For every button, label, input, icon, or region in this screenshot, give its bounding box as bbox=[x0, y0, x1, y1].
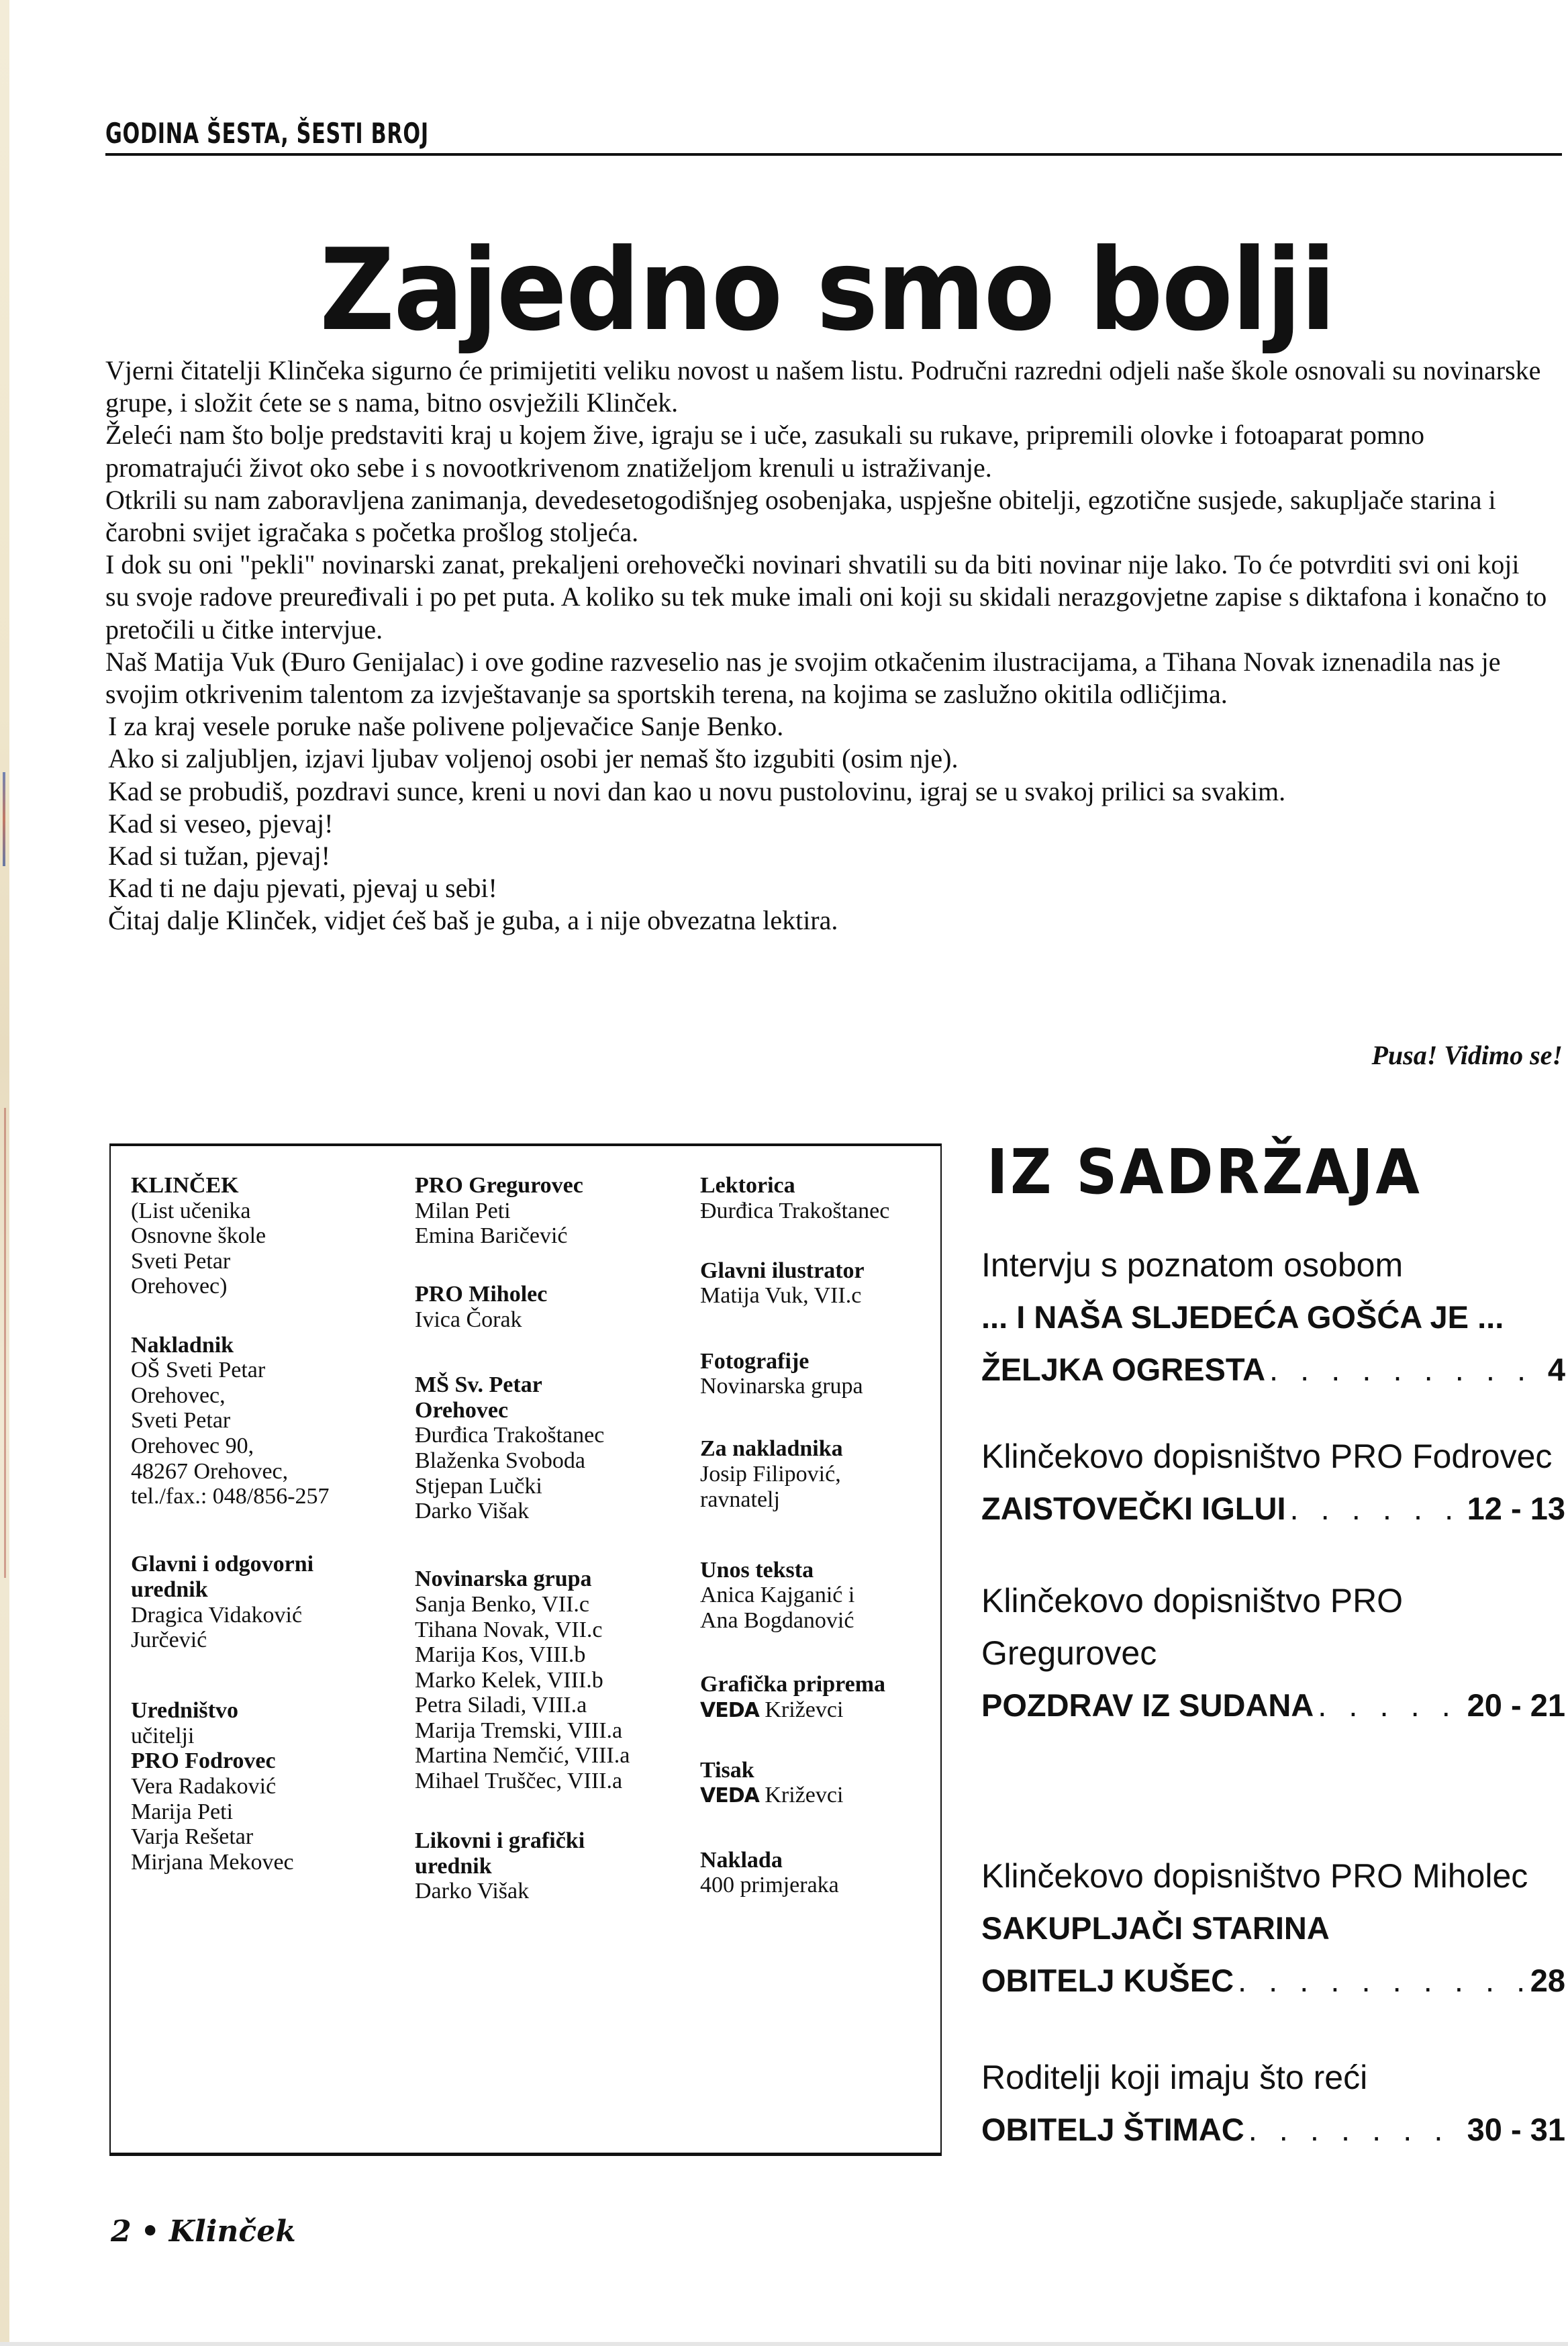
paragraph: Kad ti ne daju pjevati, pjevaj u sebi! bbox=[108, 873, 497, 904]
toc-title-text: ZAISTOVEČKI IGLUI bbox=[981, 1491, 1286, 1526]
toc-page-number: 28 bbox=[1530, 1963, 1565, 1998]
toc-page-number: 30 - 31 bbox=[1467, 2112, 1565, 2147]
journalist: Marija Tremski, VIII.a bbox=[415, 1718, 623, 1743]
dot-leader bbox=[1234, 1955, 1530, 2007]
typing: Anica Kajganić i bbox=[700, 1583, 855, 1608]
toc-entry[interactable] bbox=[981, 1575, 1565, 1732]
art-editor-heading: urednik bbox=[415, 1853, 492, 1879]
miholec-heading: PRO Miholec bbox=[415, 1282, 548, 1307]
veda-logo: VEDA bbox=[700, 1698, 759, 1722]
typing-heading: Unos teksta bbox=[700, 1557, 814, 1583]
paragraph: Čitaj dalje Klinček, vidjet ćeš baš je guba, a i nije obvezatna lektira. bbox=[108, 905, 838, 936]
issue-header bbox=[105, 117, 1562, 150]
toc-page-number: 4 bbox=[1547, 1352, 1565, 1387]
publication-title: KLINČEK bbox=[131, 1173, 239, 1198]
paragraph: Naš Matija Vuk (Đuro Genijalac) i ove godine razveselio nas je svojim otkačenim ilustracijama, a Tihana Novak iznenadila nas je svojim otkrivenim talentom za izvještavanje sa sportskih terena, na kojima se zaslužno okitila odličjima. bbox=[105, 646, 1501, 710]
board-member: Vera Radaković bbox=[131, 1774, 277, 1799]
journalist: Martina Nemčić, VIII.a bbox=[415, 1743, 630, 1769]
paragraph: Želeći nam što bolje predstaviti kraj u kojem žive, igraju se i uče, zasukali su rukave, pripremili olovke i fotoaparat pomno promatrajući život oko sebe i s novootkrivenom znatiželjom krenuli u istraživanje. bbox=[105, 420, 1424, 483]
scan-bottom-edge bbox=[0, 2342, 1568, 2346]
illustrator: Matija Vuk, VII.c bbox=[700, 1283, 862, 1309]
journalist: Sanja Benko, VII.c bbox=[415, 1591, 589, 1617]
publication-line: Sveti Petar bbox=[131, 1248, 231, 1274]
publisher-line: Sveti Petar bbox=[131, 1408, 231, 1434]
publisher-heading: Nakladnik bbox=[131, 1332, 234, 1358]
toc-subtitle: Intervju s poznatom osobom bbox=[981, 1246, 1404, 1284]
masthead-column-2 bbox=[415, 1173, 630, 1904]
art-editor: Darko Višak bbox=[415, 1879, 530, 1904]
publisher-line: OŠ Sveti Petar bbox=[131, 1358, 266, 1383]
toc-title-line bbox=[981, 1483, 1565, 1535]
board-heading: Uredništvo bbox=[131, 1698, 238, 1724]
paragraph: Kad si veseo, pjevaj! bbox=[108, 808, 334, 839]
toc-subtitle: Gregurovec bbox=[981, 1634, 1157, 1672]
toc-page-number: 12 - 13 bbox=[1467, 1491, 1565, 1526]
dot-leader bbox=[1314, 1679, 1467, 1732]
for-publisher: Josip Filipović, bbox=[700, 1461, 841, 1487]
paragraph: Kad se probudiš, pozdravi sunce, kreni u novi dan kao u novu pustolovinu, igraj se u svakoj prilici sa svakim. bbox=[108, 776, 1286, 806]
toc-entry[interactable] bbox=[981, 1239, 1565, 1396]
board-member: Varja Rešetar bbox=[131, 1824, 254, 1850]
toc-page-number: 20 - 21 bbox=[1467, 1687, 1565, 1723]
dot-leader bbox=[1286, 1483, 1467, 1535]
publication-logo: Klinček bbox=[168, 2214, 296, 2249]
toc-title-text: OBITELJ ŠTIMAC bbox=[981, 2112, 1244, 2147]
journalist: Mihael Truščec, VIII.a bbox=[415, 1769, 623, 1794]
journalist: Marija Kos, VIII.b bbox=[415, 1642, 586, 1668]
toc-title-line bbox=[981, 2104, 1565, 2156]
circulation-heading: Naklada bbox=[700, 1847, 783, 1873]
publisher-line: 48267 Orehovec, bbox=[131, 1458, 289, 1484]
prepress bbox=[700, 1697, 889, 1724]
ms-heading: MŠ Sv. Petar bbox=[415, 1372, 542, 1398]
board-sub: učitelji bbox=[131, 1723, 195, 1748]
journalist: Tihana Novak, VII.c bbox=[415, 1617, 603, 1642]
toc-title-line bbox=[981, 1902, 1565, 1955]
print-city: Križevci bbox=[765, 1783, 844, 1808]
toc-title-text: OBITELJ KUŠEC bbox=[981, 1963, 1234, 1998]
toc-title-text: POZDRAV IZ SUDANA bbox=[981, 1687, 1314, 1723]
ms-member: Đurđica Trakoštanec bbox=[415, 1423, 605, 1448]
publication-line: (List učenika bbox=[131, 1198, 251, 1223]
paragraph: Kad si tužan, pjevaj! bbox=[108, 841, 330, 872]
toc-title-line bbox=[981, 1679, 1565, 1732]
article-signoff: Pusa! Vidimo se! bbox=[1371, 1040, 1563, 1070]
article-title-text: Zajedno smo bolji bbox=[320, 224, 1335, 356]
gregurovec-heading: PRO Gregurovec bbox=[415, 1173, 583, 1198]
editor-line: Dragica Vidaković bbox=[131, 1602, 303, 1628]
masthead-box bbox=[109, 1143, 942, 2156]
toc-title-line bbox=[981, 1955, 1565, 2007]
circulation: 400 primjeraka bbox=[700, 1873, 839, 1898]
photos: Novinarska grupa bbox=[700, 1374, 863, 1399]
journalist-group-heading: Novinarska grupa bbox=[415, 1566, 592, 1592]
prepress-heading: Grafička priprema bbox=[700, 1672, 886, 1697]
ms-member: Stjepan Lučki bbox=[415, 1473, 542, 1499]
board-member: Mirjana Mekovec bbox=[131, 1849, 294, 1875]
page-number: 2 bbox=[111, 2214, 132, 2249]
article-title bbox=[0, 224, 1568, 356]
board-member: Marija Peti bbox=[131, 1799, 234, 1824]
for-publisher: ravnatelj bbox=[700, 1487, 780, 1512]
toc-subtitle: Klinčekovo dopisništvo PRO bbox=[981, 1582, 1404, 1620]
paragraph: Ako si zaljubljen, izjavi ljubav voljenoj osobi jer nemaš što izgubiti (osim nje). bbox=[108, 743, 959, 774]
masthead-column-1 bbox=[131, 1173, 330, 1875]
toc-entry[interactable] bbox=[981, 1430, 1565, 1535]
scan-edge-artifact bbox=[0, 0, 9, 2346]
photos-heading: Fotografije bbox=[700, 1348, 810, 1374]
toc-entry[interactable] bbox=[981, 2051, 1565, 2156]
toc-title-text: SAKUPLJAČI STARINA bbox=[981, 1910, 1330, 1946]
veda-logo: VEDA bbox=[700, 1784, 759, 1808]
table-of-contents bbox=[981, 1136, 1565, 2147]
proofreader-heading: Lektorica bbox=[700, 1173, 795, 1198]
editor-heading: Glavni i odgovorni bbox=[131, 1552, 314, 1577]
toc-subtitle: Klinčekovo dopisništvo PRO Miholec bbox=[981, 1857, 1528, 1895]
print-heading: Tisak bbox=[700, 1757, 754, 1783]
ms-member: Darko Višak bbox=[415, 1499, 530, 1524]
paragraph: Vjerni čitatelji Klinčeka sigurno će primijetiti veliku novost u našem listu. Područni razredni odjeli naše škole osnovali su novinarske grupe, i složit ćete se s nama, bitno osvježili Klinček. bbox=[105, 355, 1541, 418]
illustrator-heading: Glavni ilustrator bbox=[700, 1258, 865, 1283]
toc-entry[interactable] bbox=[981, 1850, 1565, 2007]
toc-title-text: ... I NAŠA SLJEDEĆA GOŠĆA JE ... bbox=[981, 1299, 1504, 1335]
editor-line: Jurčević bbox=[131, 1628, 207, 1653]
paragraph: I dok su oni "pekli" novinarski zanat, prekaljeni orehovečki novinari shvatili su da biti novinar nije lako. To će potvrditi svi oni koji su svoje radove preuređivali i po pet puta. A koliko su tek muke imali oni koji su skidali nerazgovjetne zapise s diktafona i konačno to pretočili u čitke intervjue. bbox=[105, 549, 1547, 645]
journalist: Marko Kelek, VIII.b bbox=[415, 1667, 603, 1693]
issue-label: GODINA ŠESTA, ŠESTI BROJ bbox=[105, 117, 429, 150]
bullet-icon: • bbox=[140, 2214, 160, 2249]
art-editor-heading: Likovni i grafički bbox=[415, 1828, 585, 1854]
toc-title-text: ŽELJKA OGRESTA bbox=[981, 1352, 1266, 1387]
typing: Ana Bogdanović bbox=[700, 1607, 854, 1633]
ms-member: Blaženka Svoboda bbox=[415, 1448, 585, 1473]
gregurovec-member: Emina Baričević bbox=[415, 1223, 568, 1249]
dot-leader bbox=[1244, 2104, 1467, 2156]
journalist: Petra Siladi, VIII.a bbox=[415, 1693, 587, 1718]
publication-line: Orehovec) bbox=[131, 1274, 228, 1299]
masthead-column-3 bbox=[700, 1173, 889, 1898]
paragraph: Otkrili su nam zaboravljena zanimanja, devedesetogodišnjeg osobenjaka, uspješne obitelji, egzotične susjede, sakupljače starina i čarobni svijet igračaka s početka prošlog stoljeća. bbox=[105, 484, 1496, 548]
publisher-phone: tel./fax.: 048/856-257 bbox=[131, 1484, 330, 1509]
ms-heading: Orehovec bbox=[415, 1397, 509, 1423]
board-group-heading: PRO Fodrovec bbox=[131, 1748, 276, 1774]
article-body bbox=[105, 355, 1549, 937]
editor-heading: urednik bbox=[131, 1577, 208, 1602]
toc-heading: IZ SADRŽAJA bbox=[987, 1136, 1422, 1208]
dot-leader bbox=[1265, 1344, 1548, 1396]
gregurovec-member: Milan Peti bbox=[415, 1198, 511, 1223]
toc-title-line bbox=[981, 1344, 1565, 1396]
page-footer bbox=[111, 2214, 296, 2249]
for-publisher-heading: Za nakladnika bbox=[700, 1436, 843, 1462]
publication-line: Osnovne škole bbox=[131, 1223, 266, 1249]
prepress-city: Križevci bbox=[765, 1697, 844, 1722]
toc-title-line bbox=[981, 1291, 1565, 1344]
miholec-member: Ivica Čorak bbox=[415, 1307, 522, 1332]
print bbox=[700, 1783, 889, 1809]
paragraph: I za kraj vesele poruke naše polivene poljevačice Sanje Benko. bbox=[108, 711, 784, 742]
toc-subtitle: Klinčekovo dopisništvo PRO Fodrovec bbox=[981, 1438, 1553, 1475]
publisher-line: Orehovec, bbox=[131, 1382, 226, 1408]
toc-subtitle: Roditelji koji imaju što reći bbox=[981, 2059, 1368, 2096]
header-rule bbox=[105, 153, 1562, 156]
proofreader: Đurđica Trakoštanec bbox=[700, 1198, 890, 1223]
publisher-line: Orehovec 90, bbox=[131, 1433, 254, 1458]
